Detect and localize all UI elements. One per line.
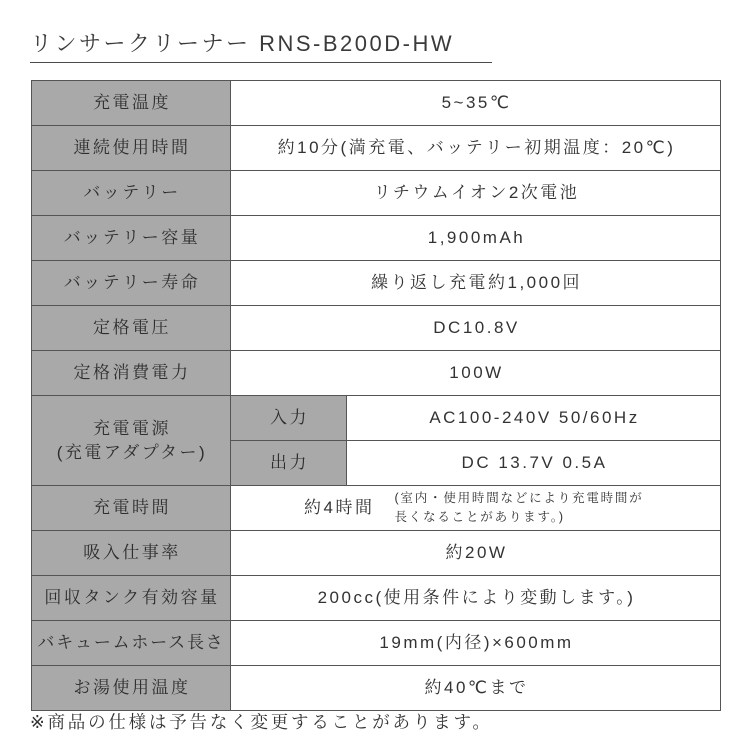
sub-value-input: AC100-240V 50/60Hz (347, 396, 721, 441)
spec-label: 吸入仕事率 (32, 531, 231, 576)
spec-value-charging-time (231, 486, 721, 531)
note-line: 長くなることがあります。) (394, 510, 565, 524)
table-row (32, 171, 721, 216)
spec-value: 5~35℃ (231, 81, 721, 126)
spec-value: DC10.8V (231, 306, 721, 351)
spec-value: 約10分(満充電、バッテリー初期温度：20℃) (231, 126, 721, 171)
spec-label: バッテリー寿命 (32, 261, 231, 306)
table-row (32, 531, 721, 576)
table-row (32, 666, 721, 711)
spec-label-charging-time: 充電時間 (32, 486, 231, 531)
table-row (32, 576, 721, 621)
charging-time-note (394, 489, 643, 527)
spec-value: 1,900mAh (231, 216, 721, 261)
table-row (32, 306, 721, 351)
spec-label: 定格電圧 (32, 306, 231, 351)
spec-label-main: 充電電源 (93, 418, 171, 438)
table-row-charging-time (32, 486, 721, 531)
charging-time-value: 約4時間 (304, 498, 375, 517)
table-row (32, 81, 721, 126)
note-line: (室内・使用時間などにより充電時間が (394, 491, 644, 505)
spec-label-sub: (充電アダプター) (56, 442, 208, 462)
table-row-charging-power-input (32, 396, 721, 441)
spec-value: 約20W (231, 531, 721, 576)
footer-note: ※商品の仕様は予告なく変更することがあります。 (30, 712, 493, 732)
spec-label: バッテリー容量 (32, 216, 231, 261)
sub-value-output: DC 13.7V 0.5A (347, 441, 721, 486)
spec-value: 200cc(使用条件により変動します。) (231, 576, 721, 621)
spec-value: リチウムイオン2次電池 (231, 171, 721, 216)
table-row (32, 126, 721, 171)
sub-label-input: 入力 (231, 396, 347, 441)
spec-label: 充電温度 (32, 81, 231, 126)
spec-value: 繰り返し充電約1,000回 (231, 261, 721, 306)
spec-label: バキュームホース長さ (32, 621, 231, 666)
table-row (32, 216, 721, 261)
spec-value: 19mm(内径)×600mm (231, 621, 721, 666)
table-row (32, 261, 721, 306)
spec-value: 約40℃まで (231, 666, 721, 711)
table-row (32, 351, 721, 396)
spec-value: 100W (231, 351, 721, 396)
spec-table-body (32, 81, 721, 711)
spec-label: お湯使用温度 (32, 666, 231, 711)
spec-label: 定格消費電力 (32, 351, 231, 396)
spec-table (31, 80, 721, 711)
spec-label: 連続使用時間 (32, 126, 231, 171)
table-row (32, 621, 721, 666)
charging-time-content (233, 489, 720, 527)
page-title: リンサークリーナー RNS-B200D-HW (30, 29, 492, 63)
spec-label-charging-power (32, 396, 231, 486)
spec-label: バッテリー (32, 171, 231, 216)
spec-label: 回収タンク有効容量 (32, 576, 231, 621)
sub-label-output: 出力 (231, 441, 347, 486)
